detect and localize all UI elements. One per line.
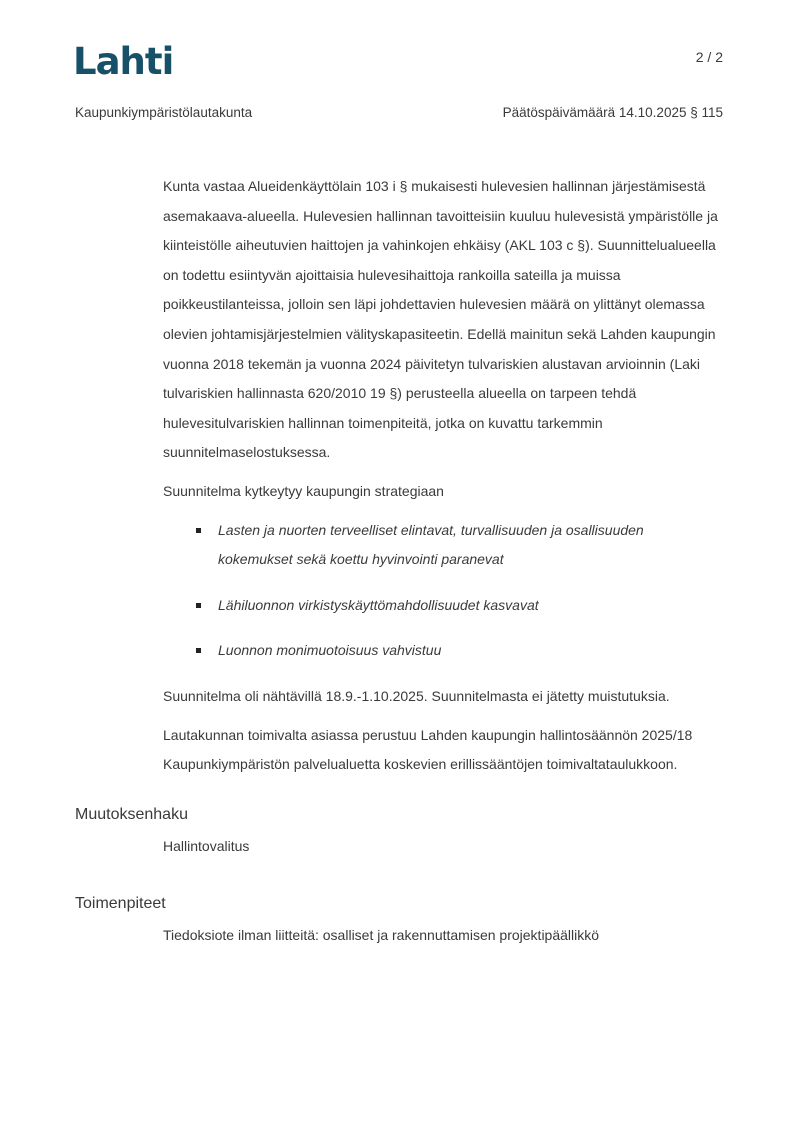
- lahti-logo: Lahti: [73, 40, 174, 83]
- paragraph-authority: Lautakunnan toimivalta asiassa perustuu Lahden kaupungin hallintosäännön 2025/18 Kaupunkiympäristön palvelualuetta koskevien erillissääntöjen toimivaltataulukkoon.: [163, 726, 693, 773]
- paragraph-public-display: Suunnitelma oli nähtävillä 18.9.-1.10.2025. Suunnitelmasta ei jätetty muistutuksia.: [163, 687, 670, 704]
- meta-row: [0, 105, 793, 120]
- strategy-bullet-list: [163, 516, 720, 666]
- section-title-toimenpiteet: Toimenpiteet: [75, 894, 166, 912]
- decision-date: Päätöspäivämäärä 14.10.2025 § 115: [502, 105, 723, 120]
- strategy-bullet-item: Luonnon monimuotoisuus vahvistuu: [218, 636, 720, 666]
- section-muutoksenhaku: [75, 802, 793, 857]
- paragraph-stormwater-law: Kunta vastaa Alueidenkäyttölain 103 i § mukaisesti hulevesien hallinnan järjestämisestä asemakaava-alueella. Hulevesien hallinnan tavoitteisiin kuuluu hulevesistä ympäristölle ja kiinteistölle aiheutuvien haittojen ja vahinkojen ehkäisy (AKL 103 c §). Suunnittelualueella on todettu esiintyvän ajoittaisia hulevesihaittoja rankoilla sateilla ja muissa poikkeustilanteissa, jolloin sen läpi johdettavien hulevesien määrä on ylittänyt olemassa olevien johtamisjärjestelmien välityskapasiteetin. Edellä mainitun sekä Lahden kaupungin vuonna 2018 tekemän ja vuonna 2024 päivitetyn tulvariskien alustavan arvioinnin (Laki tulvariskien hallinnasta 620/2010 19 §) perusteella alueella on tarpeen tehdä hulevesitulvariskien hallinnan toimenpiteitä, jotka on kuvattu tarkemmin suunnitelmaselostuksessa.: [163, 178, 718, 461]
- body-content: [163, 172, 720, 780]
- committee-name: Kaupunkiympäristölautakunta: [75, 105, 253, 120]
- section-title-muutoksenhaku: Muutoksenhaku: [75, 805, 188, 823]
- strategy-bullet-item: Lähiluonnon virkistyskäyttömahdollisuudet kasvavat: [218, 591, 720, 621]
- section-content-muutoksenhaku: Hallintovalitus: [163, 837, 250, 854]
- section-toimenpiteet: [75, 891, 793, 946]
- page-number: 2 / 2: [695, 49, 723, 65]
- section-content-toimenpiteet: Tiedoksiote ilman liitteitä: osalliset ja rakennuttamisen projektipäällikkö: [163, 926, 600, 943]
- page-header: [0, 0, 793, 84]
- strategy-bullet-item: Lasten ja nuorten terveelliset elintavat, turvallisuuden ja osallisuuden kokemukset sekä koettu hyvinvointi paranevat: [218, 516, 720, 575]
- paragraph-strategy-intro: Suunnitelma kytkeytyy kaupungin strategiaan: [163, 482, 444, 499]
